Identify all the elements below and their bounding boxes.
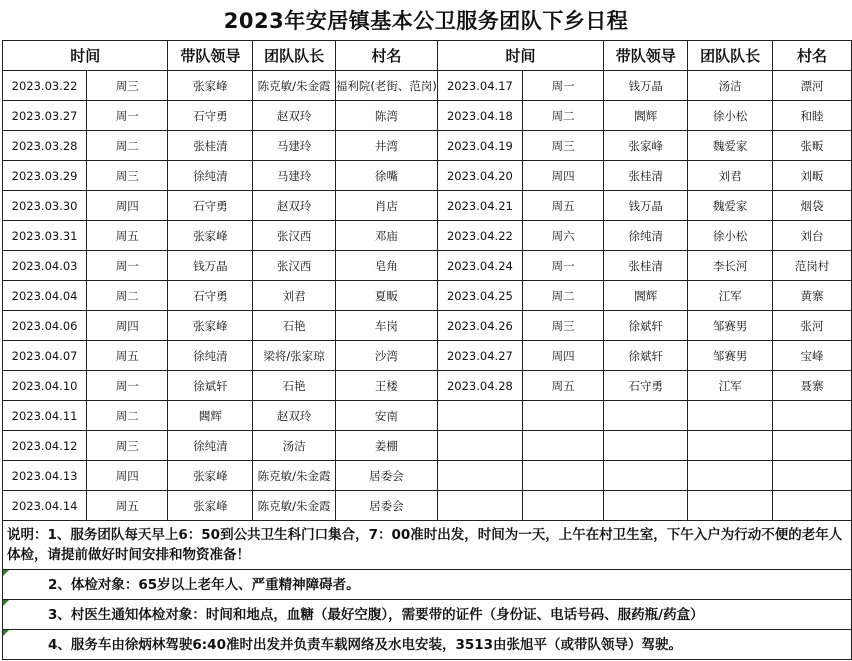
table-row	[3, 101, 852, 131]
right-weekday-cell	[522, 491, 603, 521]
left-captain-cell: 张汉西	[253, 251, 336, 281]
left-leader-cell: 张家峰	[168, 311, 253, 341]
right-date-cell	[437, 491, 522, 521]
left-leader-cell: 张家峰	[168, 461, 253, 491]
left-village-cell: 居委会	[335, 491, 437, 521]
right-weekday-cell	[522, 401, 603, 431]
right-weekday-cell: 周三	[522, 311, 603, 341]
right-village-cell	[773, 461, 852, 491]
left-village-cell: 福利院(老街、范岗)	[335, 71, 437, 101]
note-2: 2、体检对象：65岁以上老年人、严重精神障碍者。	[3, 570, 851, 600]
header-time-left: 时间	[3, 41, 168, 71]
left-weekday-cell: 周三	[87, 71, 168, 101]
left-date-cell: 2023.04.11	[3, 401, 87, 431]
right-date-cell: 2023.04.19	[437, 131, 522, 161]
left-captain-cell: 马建玲	[253, 161, 336, 191]
right-date-cell: 2023.04.24	[437, 251, 522, 281]
table-row	[3, 71, 852, 101]
left-leader-cell: 张家峰	[168, 221, 253, 251]
right-weekday-cell: 周四	[522, 341, 603, 371]
left-weekday-cell: 周一	[87, 251, 168, 281]
right-village-cell	[773, 491, 852, 521]
left-village-cell: 夏畈	[335, 281, 437, 311]
table-row	[3, 251, 852, 281]
header-village-right: 村名	[773, 41, 852, 71]
left-weekday-cell: 周一	[87, 101, 168, 131]
left-captain-cell: 汤洁	[253, 431, 336, 461]
header-row	[3, 41, 852, 71]
left-weekday-cell: 周五	[87, 221, 168, 251]
right-captain-cell: 汤洁	[688, 71, 773, 101]
right-weekday-cell	[522, 431, 603, 461]
right-village-cell: 漂河	[773, 71, 852, 101]
left-village-cell: 车岗	[335, 311, 437, 341]
right-village-cell: 宝峰	[773, 341, 852, 371]
left-date-cell: 2023.03.30	[3, 191, 87, 221]
left-village-cell: 姜棚	[335, 431, 437, 461]
right-leader-cell: 钱万晶	[604, 71, 688, 101]
left-date-cell: 2023.03.22	[3, 71, 87, 101]
right-leader-cell: 徐斌轩	[604, 311, 688, 341]
right-village-cell: 和睦	[773, 101, 852, 131]
right-leader-cell: 张桂清	[604, 161, 688, 191]
left-captain-cell: 赵双玲	[253, 191, 336, 221]
left-village-cell: 沙湾	[335, 341, 437, 371]
right-captain-cell	[688, 401, 773, 431]
right-weekday-cell: 周六	[522, 221, 603, 251]
header-leader-right: 带队领导	[604, 41, 688, 71]
right-leader-cell: 徐纯清	[604, 221, 688, 251]
left-captain-cell: 石艳	[253, 311, 336, 341]
page-title: 2023年安居镇基本公卫服务团队下乡日程	[223, 9, 629, 33]
right-date-cell: 2023.04.26	[437, 311, 522, 341]
left-weekday-cell: 周四	[87, 461, 168, 491]
table-row	[3, 131, 852, 161]
header-captain-left: 团队队长	[253, 41, 336, 71]
right-date-cell	[437, 431, 522, 461]
left-weekday-cell: 周四	[87, 191, 168, 221]
left-village-cell: 皂角	[335, 251, 437, 281]
left-village-cell: 井湾	[335, 131, 437, 161]
right-leader-cell: 徐斌轩	[604, 341, 688, 371]
right-leader-cell: 钱万晶	[604, 191, 688, 221]
right-village-cell: 聂寨	[773, 371, 852, 401]
right-weekday-cell: 周一	[522, 251, 603, 281]
right-captain-cell: 邹赛男	[688, 341, 773, 371]
right-leader-cell: 石守勇	[604, 371, 688, 401]
header-leader-left: 带队领导	[168, 41, 253, 71]
right-captain-cell	[688, 461, 773, 491]
right-leader-cell: 閪辉	[604, 281, 688, 311]
table-row	[3, 341, 852, 371]
left-village-cell: 陈湾	[335, 101, 437, 131]
left-leader-cell: 徐纯清	[168, 161, 253, 191]
right-weekday-cell: 周二	[522, 101, 603, 131]
left-captain-cell: 张汉西	[253, 221, 336, 251]
left-weekday-cell: 周三	[87, 161, 168, 191]
right-village-cell: 黄寨	[773, 281, 852, 311]
right-weekday-cell: 周五	[522, 191, 603, 221]
header-time-right: 时间	[437, 41, 603, 71]
note-3: 3、村医生通知体检对象：时间和地点，血糖（最好空腹），需要带的证件（身份证、电话号码、服药瓶/药盒）	[3, 600, 851, 630]
right-captain-cell: 徐小松	[688, 221, 773, 251]
left-village-cell: 居委会	[335, 461, 437, 491]
right-date-cell: 2023.04.28	[437, 371, 522, 401]
left-date-cell: 2023.03.29	[3, 161, 87, 191]
left-date-cell: 2023.04.13	[3, 461, 87, 491]
right-village-cell	[773, 431, 852, 461]
left-leader-cell: 徐纯清	[168, 431, 253, 461]
left-leader-cell: 张桂清	[168, 131, 253, 161]
left-leader-cell: 徐斌轩	[168, 371, 253, 401]
table-row	[3, 221, 852, 251]
left-captain-cell: 刘君	[253, 281, 336, 311]
right-date-cell: 2023.04.22	[437, 221, 522, 251]
right-leader-cell: 閪辉	[604, 101, 688, 131]
right-village-cell: 张河	[773, 311, 852, 341]
left-captain-cell: 赵双玲	[253, 401, 336, 431]
right-captain-cell: 刘君	[688, 161, 773, 191]
right-leader-cell	[604, 461, 688, 491]
right-weekday-cell: 周二	[522, 281, 603, 311]
left-leader-cell: 石守勇	[168, 191, 253, 221]
right-village-cell: 刘畈	[773, 161, 852, 191]
table-row	[3, 161, 852, 191]
left-village-cell: 邓庙	[335, 221, 437, 251]
right-date-cell	[437, 401, 522, 431]
left-captain-cell: 陈克敏/朱金霞	[253, 71, 336, 101]
left-date-cell: 2023.04.07	[3, 341, 87, 371]
table-row	[3, 491, 852, 521]
right-captain-cell	[688, 431, 773, 461]
right-village-cell: 范岗村	[773, 251, 852, 281]
left-weekday-cell: 周二	[87, 131, 168, 161]
right-date-cell: 2023.04.21	[437, 191, 522, 221]
right-date-cell	[437, 461, 522, 491]
left-date-cell: 2023.04.14	[3, 491, 87, 521]
right-captain-cell: 江军	[688, 371, 773, 401]
note-1: 说明：1、服务团队每天早上6：50到公共卫生科门口集合，7：00准时出发，时间为一天，上午在村卫生室，下午入户为行动不便的老年人体检，请提前做好时间安排和物资准备！	[3, 520, 851, 570]
right-village-cell: 刘台	[773, 221, 852, 251]
left-date-cell: 2023.04.12	[3, 431, 87, 461]
left-leader-cell: 张家峰	[168, 491, 253, 521]
notes-section	[2, 520, 852, 660]
left-weekday-cell: 周二	[87, 281, 168, 311]
left-captain-cell: 梁将/张家琼	[253, 341, 336, 371]
right-weekday-cell: 周一	[522, 71, 603, 101]
right-captain-cell: 李长河	[688, 251, 773, 281]
left-leader-cell: 石守勇	[168, 281, 253, 311]
right-leader-cell	[604, 491, 688, 521]
left-date-cell: 2023.04.06	[3, 311, 87, 341]
left-date-cell: 2023.04.10	[3, 371, 87, 401]
right-date-cell: 2023.04.20	[437, 161, 522, 191]
left-date-cell: 2023.04.03	[3, 251, 87, 281]
left-leader-cell: 閪辉	[168, 401, 253, 431]
table-row	[3, 401, 852, 431]
right-weekday-cell: 周三	[522, 131, 603, 161]
right-leader-cell	[604, 431, 688, 461]
table-row	[3, 191, 852, 221]
left-village-cell: 肖店	[335, 191, 437, 221]
left-captain-cell: 陈克敏/朱金霞	[253, 491, 336, 521]
note-4: 4、服务车由徐炳林驾驶6:40准时出发并负责车载网络及水电安装，3513由张旭平（或带队领导）驾驶。	[3, 630, 851, 660]
right-captain-cell: 魏爱家	[688, 191, 773, 221]
right-captain-cell: 江军	[688, 281, 773, 311]
table-row	[3, 311, 852, 341]
left-date-cell: 2023.04.04	[3, 281, 87, 311]
left-captain-cell: 马建玲	[253, 131, 336, 161]
right-village-cell: 烟袋	[773, 191, 852, 221]
right-captain-cell	[688, 491, 773, 521]
left-weekday-cell: 周五	[87, 341, 168, 371]
right-village-cell: 张畈	[773, 131, 852, 161]
left-leader-cell: 徐纯清	[168, 341, 253, 371]
schedule-table	[2, 40, 852, 521]
left-leader-cell: 张家峰	[168, 71, 253, 101]
header-village-left: 村名	[335, 41, 437, 71]
right-leader-cell: 张家峰	[604, 131, 688, 161]
table-row	[3, 431, 852, 461]
left-captain-cell: 石艳	[253, 371, 336, 401]
left-village-cell: 王楼	[335, 371, 437, 401]
right-date-cell: 2023.04.25	[437, 281, 522, 311]
right-date-cell: 2023.04.17	[437, 71, 522, 101]
right-captain-cell: 徐小松	[688, 101, 773, 131]
left-date-cell: 2023.03.27	[3, 101, 87, 131]
left-leader-cell: 钱万晶	[168, 251, 253, 281]
right-date-cell: 2023.04.27	[437, 341, 522, 371]
left-village-cell: 安南	[335, 401, 437, 431]
right-captain-cell: 邹赛男	[688, 311, 773, 341]
header-captain-right: 团队队长	[688, 41, 773, 71]
right-leader-cell: 张桂清	[604, 251, 688, 281]
left-leader-cell: 石守勇	[168, 101, 253, 131]
left-weekday-cell: 周二	[87, 401, 168, 431]
right-date-cell: 2023.04.18	[437, 101, 522, 131]
left-weekday-cell: 周四	[87, 311, 168, 341]
right-village-cell	[773, 401, 852, 431]
right-weekday-cell: 周四	[522, 161, 603, 191]
right-leader-cell	[604, 401, 688, 431]
left-date-cell: 2023.03.28	[3, 131, 87, 161]
table-row	[3, 461, 852, 491]
left-captain-cell: 陈克敏/朱金霞	[253, 461, 336, 491]
right-captain-cell: 魏爱家	[688, 131, 773, 161]
right-weekday-cell: 周五	[522, 371, 603, 401]
left-weekday-cell: 周一	[87, 371, 168, 401]
left-weekday-cell: 周五	[87, 491, 168, 521]
left-weekday-cell: 周三	[87, 431, 168, 461]
table-row	[3, 281, 852, 311]
left-village-cell: 徐嘴	[335, 161, 437, 191]
right-weekday-cell	[522, 461, 603, 491]
left-date-cell: 2023.03.31	[3, 221, 87, 251]
table-row	[3, 371, 852, 401]
left-captain-cell: 赵双玲	[253, 101, 336, 131]
